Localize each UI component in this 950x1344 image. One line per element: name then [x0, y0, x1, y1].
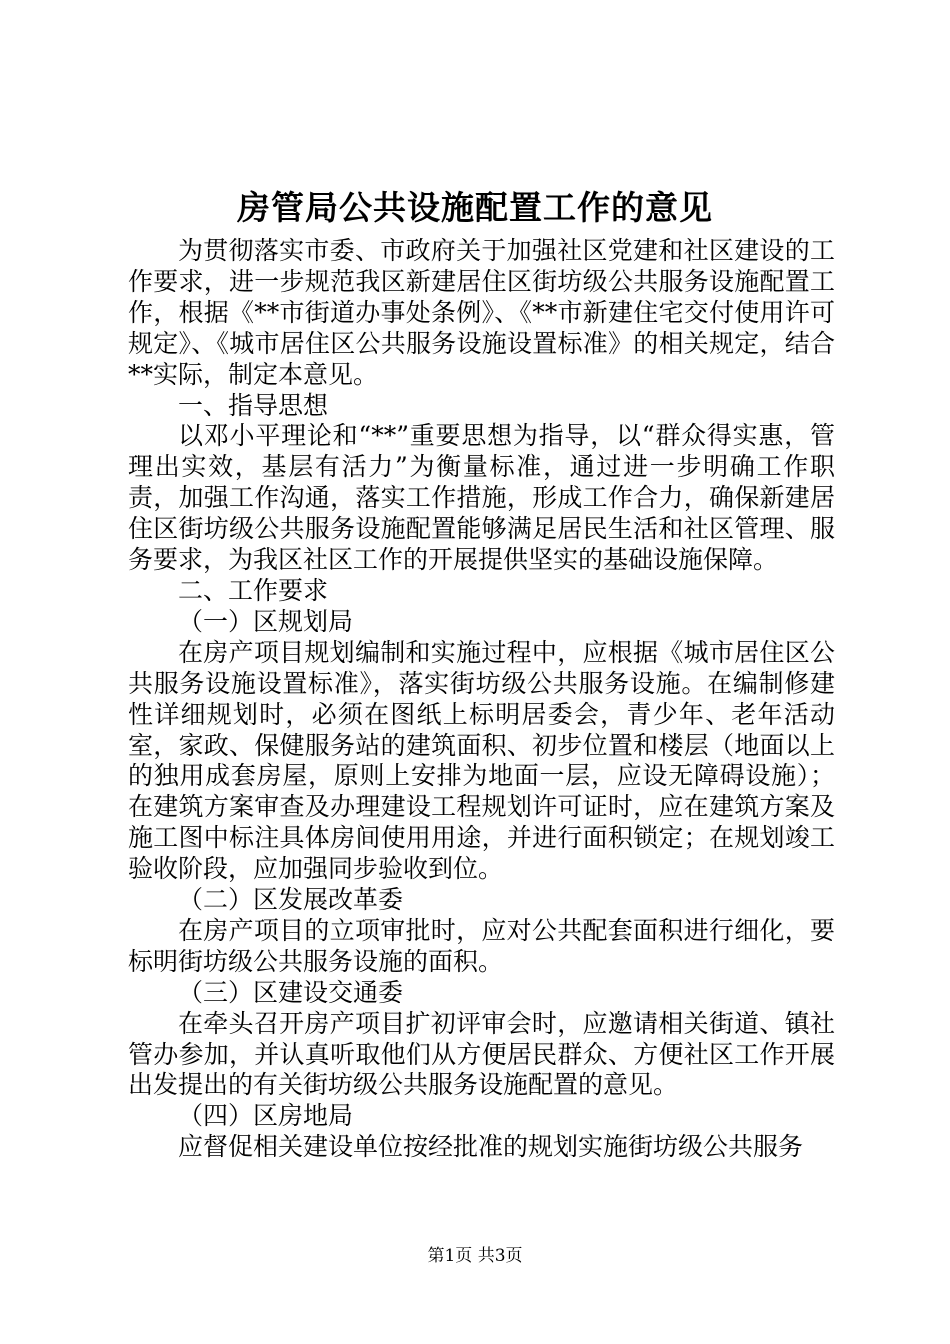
document-body: [128, 236, 835, 1163]
paragraph-planning: 在房产项目规划编制和实施过程中，应根据《城市居住区公共服务设施设置标准》，落实街坊级公共服务设施。在编制修建性详细规划时，必须在图纸上标明居委会，青少年、老年活动室，家政、保健服务站的建筑面积、初步位置和楼层（地面以上的独用成套房屋，原则上安排为地面一层，应设无障碍设施）；在建筑方案审查及办理建设工程规划许可证时，应在建筑方案及施工图中标注具体房间使用用途，并进行面积锁定；在规划竣工验收阶段，应加强同步验收到位。: [128, 637, 835, 884]
section-heading-1: 一、指导思想: [178, 390, 329, 420]
paragraph-guiding-thought: 以邓小平理论和“**”重要思想为指导，以“群众得实惠，管理出实效，基层有活力”为衡量标准，通过进一步明确工作职责，加强工作沟通，落实工作措施，形成工作合力，确保新建居住区街坊级公共服务设施配置能够满足居民生活和社区管理、服务要求，为我区社区工作的开展提供坚实的基础设施保障。: [128, 421, 835, 575]
section-heading-2: 二、工作要求: [178, 575, 329, 605]
paragraph-housing: 应督促相关建设单位按经批准的规划实施街坊级公共服务: [178, 1132, 804, 1162]
document-title: 房管局公共设施配置工作的意见: [237, 188, 713, 227]
subsection-heading-housing: （四）区房地局: [178, 1101, 354, 1131]
paragraph-development: 在房产项目的立项审批时，应对公共配套面积进行细化，要标明街坊级公共服务设施的面积。: [128, 915, 835, 976]
subsection-heading-development: （二）区发展改革委: [178, 885, 404, 915]
page-number: 第1页 共3页: [427, 1246, 523, 1266]
subsection-heading-planning: （一）区规划局: [178, 606, 354, 636]
paragraph-intro: 为贯彻落实市委、市政府关于加强社区党建和社区建设的工作要求，进一步规范我区新建居住区街坊级公共服务设施配置工作，根据《**市街道办事处条例》、《**市新建住宅交付使用许可规定》、《城市居住区公共服务设施设置标准》的相关规定，结合**实际，制定本意见。: [128, 236, 835, 389]
subsection-heading-construction: （三）区建设交通委: [178, 977, 404, 1007]
paragraph-construction: 在牵头召开房产项目扩初评审会时，应邀请相关街道、镇社管办参加，并认真听取他们从方便居民群众、方便社区工作开展出发提出的有关街坊级公共服务设施配置的意见。: [128, 1008, 835, 1100]
